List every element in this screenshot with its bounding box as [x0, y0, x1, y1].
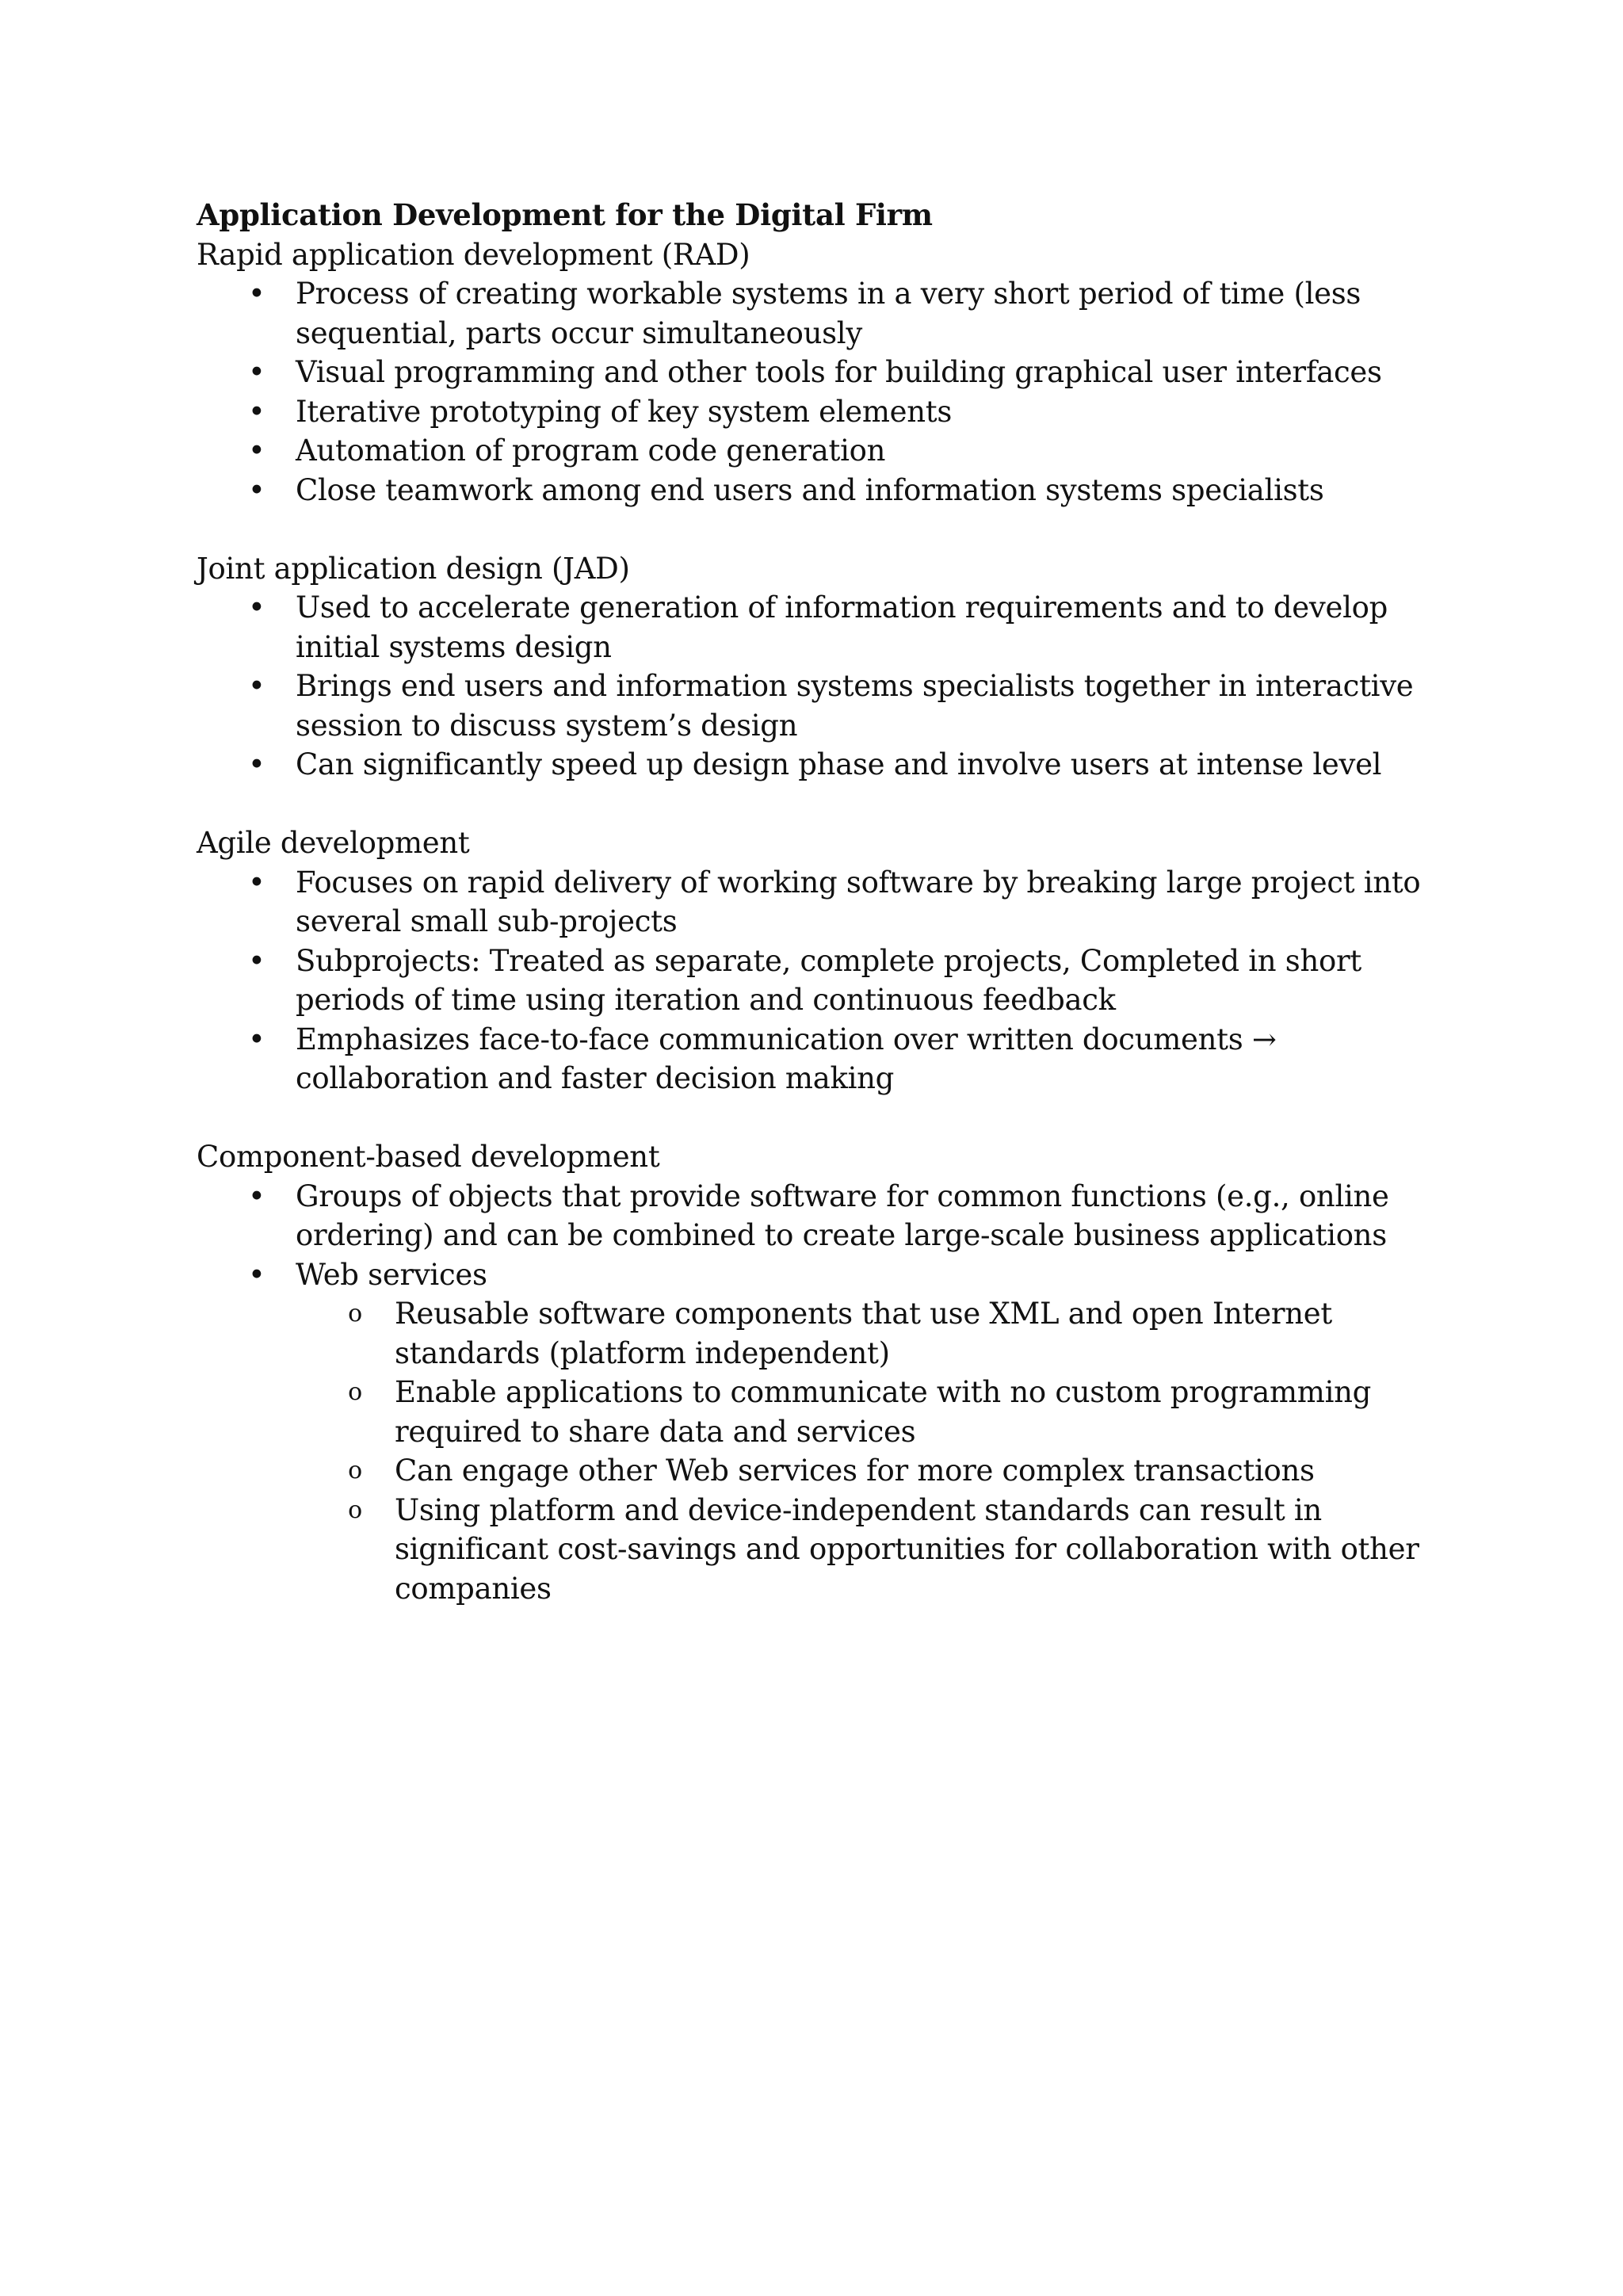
- list-item-text: Used to accelerate generation of information requirements and to develop initial systems design: [296, 590, 1388, 664]
- sub-list-item: [348, 1294, 1465, 1373]
- list-item-text: Process of creating workable systems in a very short period of time (less sequential, parts occur simultaneously: [296, 277, 1361, 350]
- sub-list-item-text: Reusable software components that use XML and open Internet standards (platform independent): [395, 1297, 1332, 1370]
- list-item: [248, 863, 1465, 942]
- section-jad: [197, 549, 1465, 785]
- sub-list-item: [348, 1373, 1465, 1451]
- section-heading-rad: Rapid application development (RAD): [197, 237, 750, 272]
- hollow-circle-bullet-icon: o: [348, 1496, 362, 1524]
- list-item-text: Iterative prototyping of key system elements: [296, 394, 953, 429]
- section-spacer: [197, 510, 1465, 549]
- list-item-text: Groups of objects that provide software for common functions (e.g., online ordering) and can be combined to create large-scale business applications: [296, 1179, 1389, 1252]
- list-item-text: Brings end users and information systems specialists together in interactive session to discuss system’s design: [296, 669, 1414, 743]
- sub-list-item: [348, 1491, 1465, 1609]
- list-item: [248, 667, 1465, 745]
- sub-list-item-text: Enable applications to communicate with no custom programming required to share data and services: [395, 1375, 1372, 1449]
- list-item-text: Visual programming and other tools for building graphical user interfaces: [296, 355, 1382, 389]
- bullet-icon: •: [248, 1022, 265, 1056]
- list-item-text: Emphasizes face-to-face communication over written documents → collaboration and faster decision making: [296, 1022, 1277, 1095]
- bullet-icon: •: [248, 1257, 265, 1292]
- document-title: Application Development for the Digital Firm: [197, 197, 933, 232]
- list-item: [248, 392, 1465, 432]
- bullet-icon: •: [248, 943, 265, 978]
- sub-list-item: [348, 1451, 1465, 1491]
- bullet-list-jad: [197, 588, 1465, 785]
- hollow-circle-bullet-icon: o: [348, 1300, 362, 1328]
- sub-list-item-text: Using platform and device-independent standards can result in significant cost-savings and opportunities for collaboration with other companies: [395, 1492, 1419, 1606]
- section-heading-jad: Joint application design (JAD): [197, 551, 630, 586]
- hollow-circle-bullet-icon: o: [348, 1378, 362, 1406]
- section-spacer: [197, 1098, 1465, 1138]
- section-spacer: [197, 785, 1465, 824]
- bullet-icon: •: [248, 394, 265, 429]
- list-item: [248, 942, 1465, 1020]
- list-item: [248, 353, 1465, 392]
- section-heading-agile: Agile development: [197, 826, 470, 860]
- list-item: [248, 274, 1465, 353]
- list-item-text: Close teamwork among end users and information systems specialists: [296, 472, 1324, 507]
- bullet-icon: •: [248, 747, 265, 781]
- list-item: [248, 471, 1465, 510]
- sub-list-item-text: Can engage other Web services for more complex transactions: [395, 1454, 1315, 1488]
- bullet-icon: •: [248, 865, 265, 900]
- list-item-text: Automation of program code generation: [296, 434, 886, 468]
- list-item: [248, 1020, 1465, 1098]
- list-item-text: Focuses on rapid delivery of working software by breaking large project into several small sub-projects: [296, 865, 1421, 938]
- bullet-list-component-based: [197, 1177, 1465, 1609]
- section-heading-component-based: Component-based development: [197, 1140, 660, 1174]
- bullet-icon: •: [248, 355, 265, 389]
- sub-bullet-list-web-services: [296, 1294, 1465, 1608]
- list-item-web-services: [248, 1255, 1465, 1609]
- hollow-circle-bullet-icon: o: [348, 1457, 362, 1484]
- list-item-text: Subprojects: Treated as separate, complete projects, Completed in short periods of time using iteration and continuous feedback: [296, 943, 1361, 1017]
- bullet-list-agile: [197, 863, 1465, 1098]
- list-item-text: Can significantly speed up design phase and involve users at intense level: [296, 747, 1382, 781]
- bullet-icon: •: [248, 590, 265, 625]
- list-item-text: Web services: [296, 1257, 487, 1292]
- section-agile: [197, 823, 1465, 1098]
- bullet-icon: •: [248, 434, 265, 468]
- list-item: [248, 745, 1465, 785]
- section-component-based: [197, 1137, 1465, 1608]
- bullet-icon: •: [248, 1179, 265, 1213]
- document-page: [197, 196, 1465, 1608]
- section-rad: [197, 235, 1465, 510]
- bullet-icon: •: [248, 472, 265, 507]
- list-item: [248, 431, 1465, 471]
- list-item: [248, 588, 1465, 667]
- list-item: [248, 1177, 1465, 1255]
- bullet-icon: •: [248, 277, 265, 311]
- bullet-list-rad: [197, 274, 1465, 510]
- bullet-icon: •: [248, 669, 265, 703]
